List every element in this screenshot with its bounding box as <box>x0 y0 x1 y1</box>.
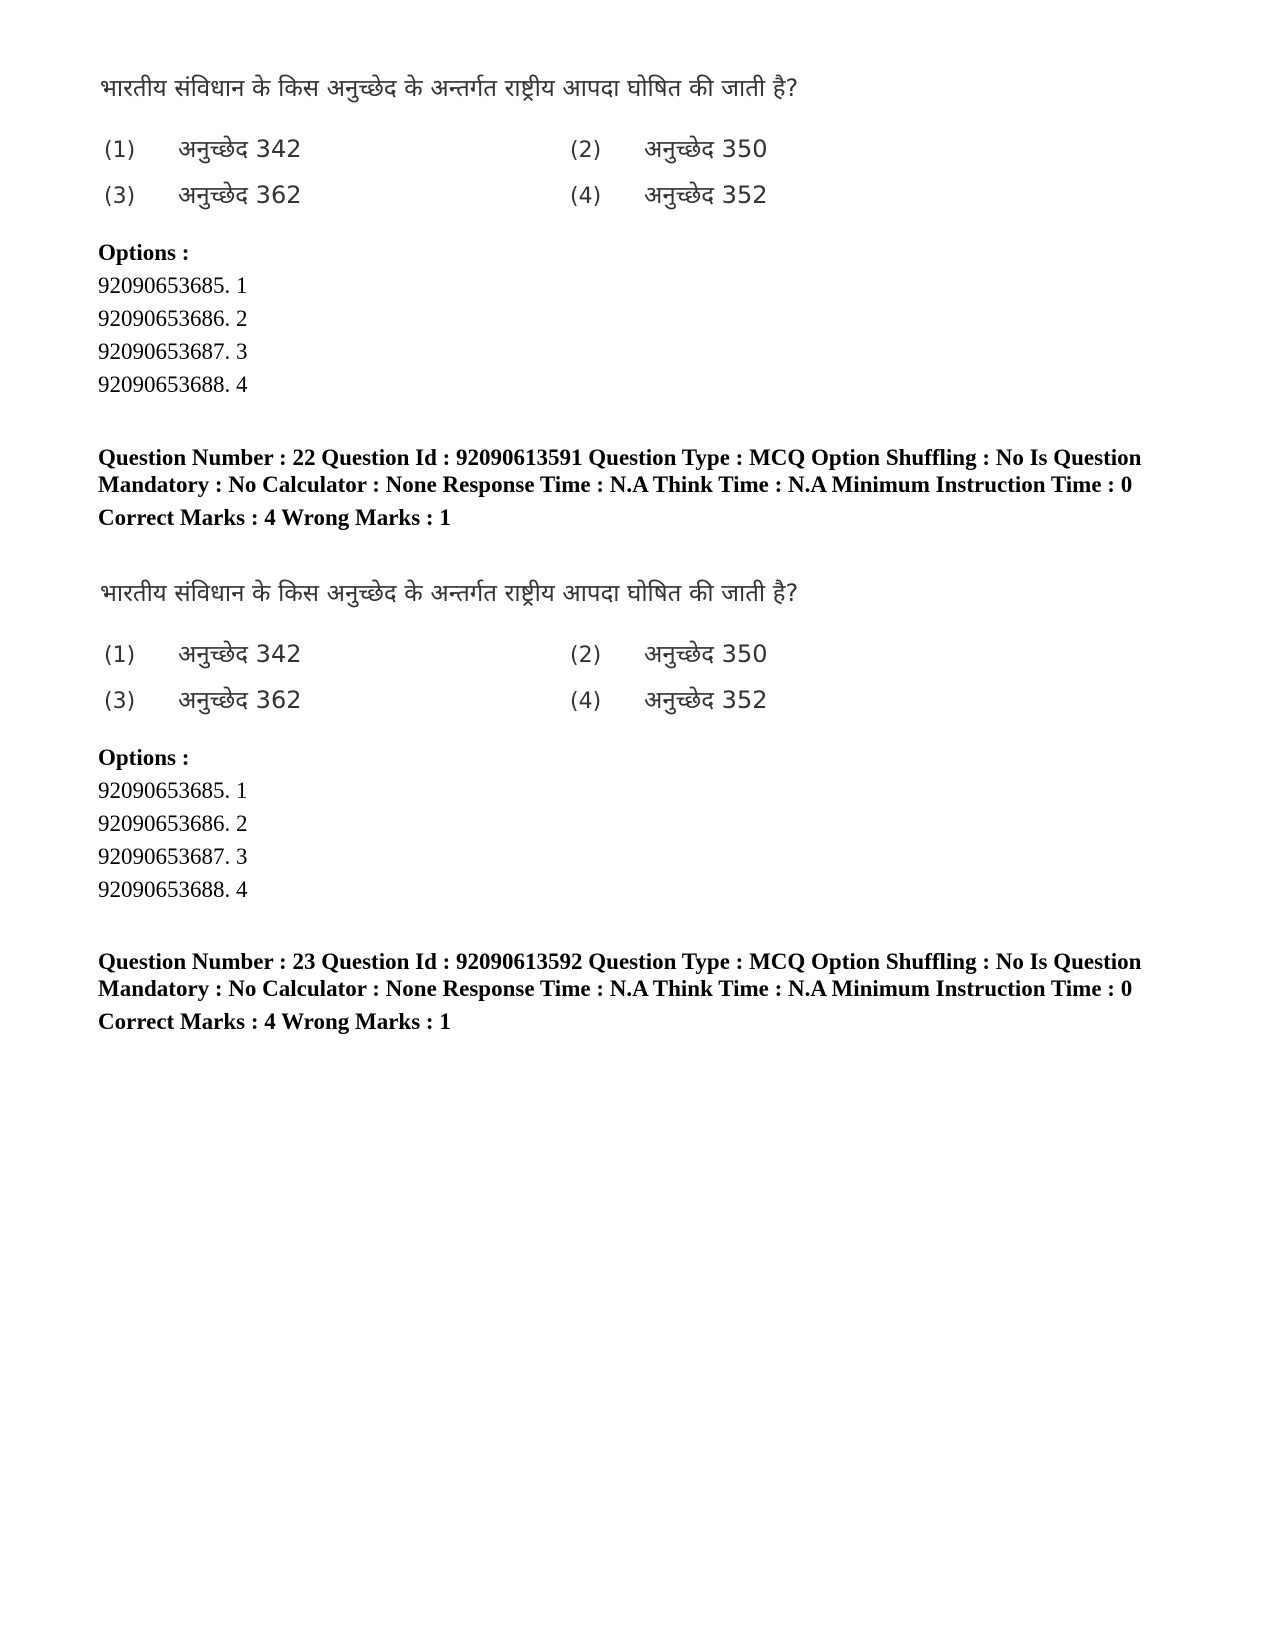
option-item <box>104 677 302 725</box>
option-line: 92090653686. 2 <box>98 811 248 836</box>
option-row <box>100 126 820 172</box>
option-item <box>570 172 768 220</box>
option-line: 92090653685. 1 <box>98 778 248 803</box>
option-item <box>570 126 768 174</box>
option-text: अनुच्छेद 362 <box>178 686 302 714</box>
option-number: (3) <box>104 689 136 714</box>
option-line: 92090653687. 3 <box>98 339 248 364</box>
question-image <box>100 577 820 723</box>
question-meta-text: Question Number : 23 Question Id : 92090613592 Question Type : MCQ Option Shuffling : No Is Question Mandatory : No Calculator : None Response Time : N.A Think Time : N.A Minimum Instruction Time : 0 <box>98 949 1142 1001</box>
option-number: (2) <box>570 138 602 163</box>
option-number: (4) <box>570 689 602 714</box>
option-text: अनुच्छेद 350 <box>644 640 768 668</box>
option-row <box>100 631 820 677</box>
question-marks: Correct Marks : 4 Wrong Marks : 1 <box>98 1009 451 1034</box>
options-list <box>98 237 1178 401</box>
option-text: अनुच्छेद 342 <box>178 640 302 668</box>
option-item <box>104 631 302 679</box>
option-item <box>570 677 768 725</box>
options-label: Options : <box>98 745 190 770</box>
option-number: (4) <box>570 184 602 209</box>
option-text: अनुच्छेद 352 <box>644 686 768 714</box>
option-line: 92090653688. 4 <box>98 877 248 902</box>
options-list <box>98 742 1178 906</box>
option-text: अनुच्छेद 342 <box>178 135 302 163</box>
option-text: अनुच्छेद 352 <box>644 181 768 209</box>
option-number: (2) <box>570 643 602 668</box>
question-meta <box>98 444 1178 531</box>
question-meta <box>98 948 1178 1035</box>
question-text: भारतीय संविधान के किस अनुच्छेद के अन्तर्गत राष्ट्रीय आपदा घोषित की जाती है? <box>100 579 799 607</box>
option-line: 92090653687. 3 <box>98 844 248 869</box>
question-marks: Correct Marks : 4 Wrong Marks : 1 <box>98 505 451 530</box>
option-item <box>570 631 768 679</box>
option-number: (1) <box>104 138 136 163</box>
option-row <box>100 172 820 218</box>
option-text: अनुच्छेद 350 <box>644 135 768 163</box>
option-number: (1) <box>104 643 136 668</box>
question-text: भारतीय संविधान के किस अनुच्छेद के अन्तर्गत राष्ट्रीय आपदा घोषित की जाती है? <box>100 74 799 102</box>
option-line: 92090653688. 4 <box>98 372 248 397</box>
option-line: 92090653685. 1 <box>98 273 248 298</box>
option-line: 92090653686. 2 <box>98 306 248 331</box>
question-meta-text: Question Number : 22 Question Id : 92090613591 Question Type : MCQ Option Shuffling : No Is Question Mandatory : No Calculator : None Response Time : N.A Think Time : N.A Minimum Instruction Time : 0 <box>98 445 1142 497</box>
option-item <box>104 172 302 220</box>
option-row <box>100 677 820 723</box>
option-number: (3) <box>104 184 136 209</box>
options-label: Options : <box>98 240 190 265</box>
question-image <box>100 72 820 218</box>
option-item <box>104 126 302 174</box>
option-text: अनुच्छेद 362 <box>178 181 302 209</box>
